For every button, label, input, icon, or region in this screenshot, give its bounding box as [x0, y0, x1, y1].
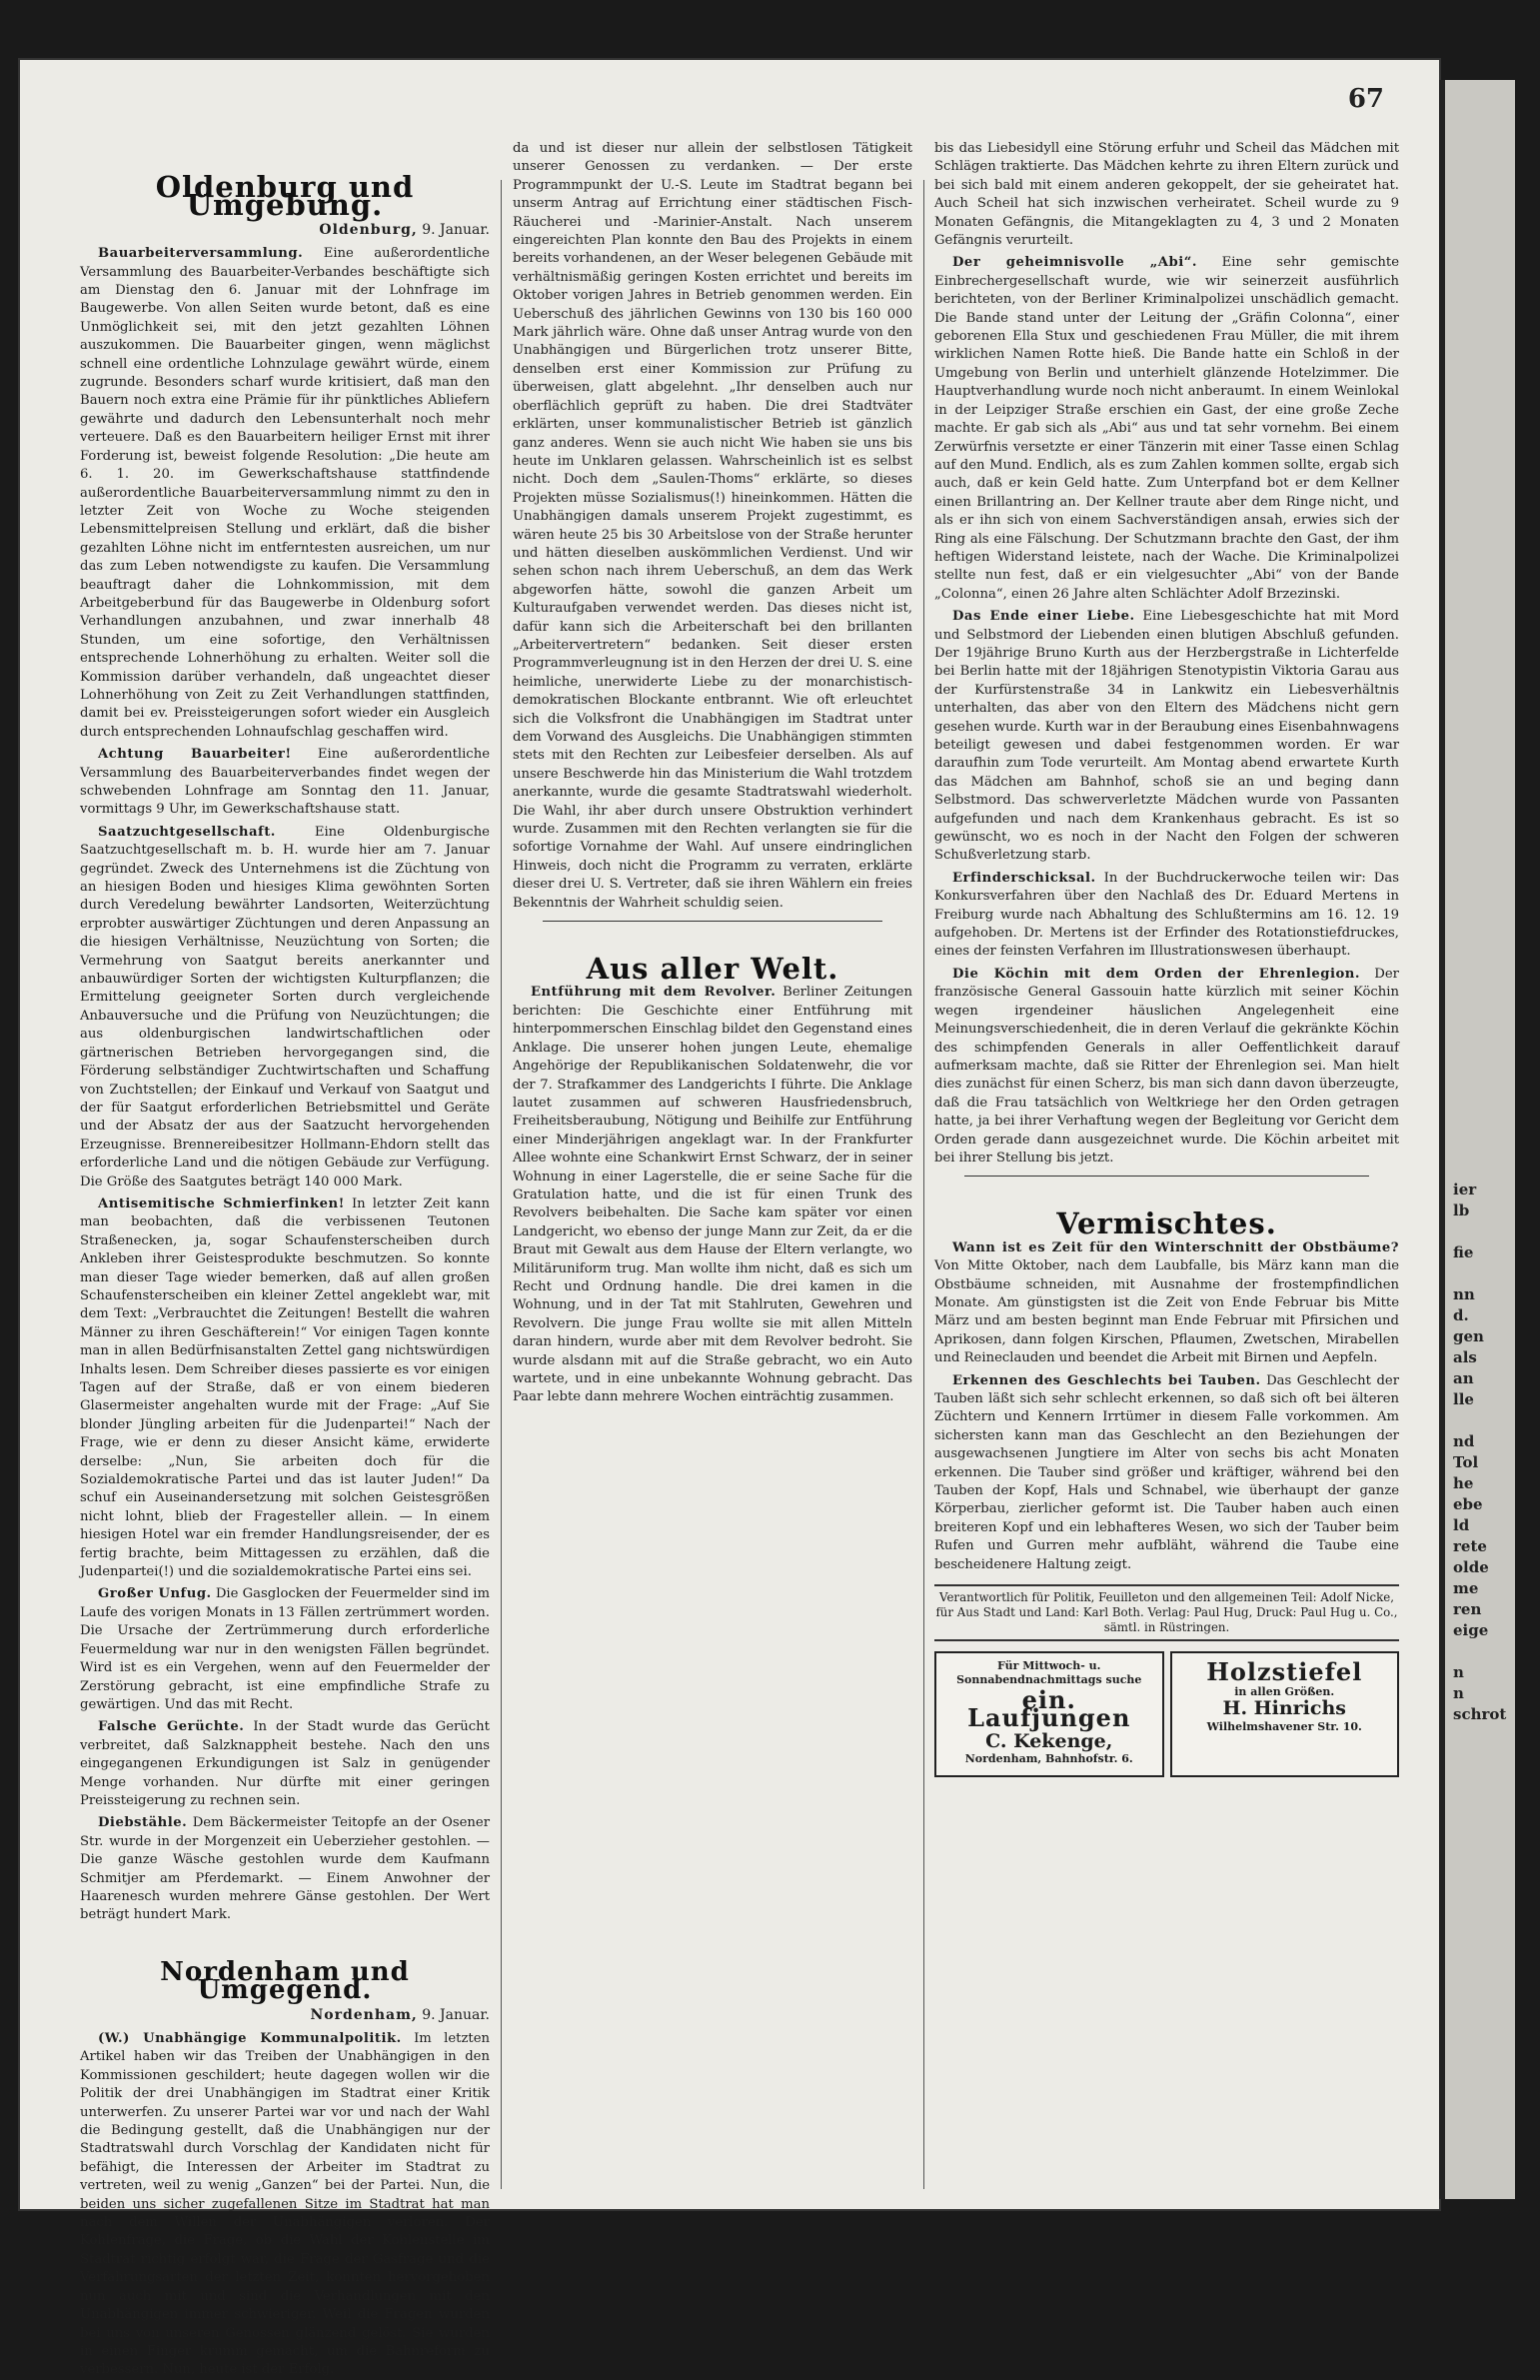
article-head: Der geheimnisvolle „Abi“. — [952, 255, 1197, 271]
article: Wann ist es Zeit für den Winterschnitt der Obstbäume? Von Mitte Oktober, nach dem Laubfalle, bis März kann man die Obstbäume schneiden, mit Ausnahme der frostempfindlichen Monate. Am günstigsten ist die Zeit von Ende Februar bis Mitte März und am besten beginnt man Ende Februar mit Pfirsichen und Aprikosen, dann folgen Kirschen, Pflaumen, Zwetschen, Mirabellen und Reineclauden und beendet die Arbeit mit Birnen und Aepfeln. — [934, 1239, 1399, 1366]
article-head: Achtung Bauarbeiter! — [98, 747, 292, 763]
article: Entführung mit dem Revolver. Berliner Zeitungen berichten: Die Geschichte einer Entführung mit hinterpommerschen Einschlag bildet den Gegenstand eines Anklage. Die unserer hohen jungen Leute, ehemalige Angehörige der Republikanischen Soldatenwehr, die vor der 7. Strafkammer des Landgerichts I führte. Die Anklage lautet zusammen auf schweren Hausfriedensbruch, Freiheitsberaubung, Nötigung und Beihilfe zur Entführung einer Minderjährigen angeklagt war. In der Frankfurter Allee wohnte eine Schankwirt Ernst Schwarz, der in seiner Wohnung in einer Lagerstelle, die er seine Sache für die Gratulation hatte, und die ist für einen Trunk des Revolvers beibehalten. Die Sache kam später vor einen Landgericht, wo ebenso der junge Mann zur Zeit, da er die Braut mit Gewalt aus dem Hause der Eltern verlangte, wo Militäruniform trug. Man wollte ihm nicht, daß es sich um Recht und Ordnung handle. Die drei kamen in die Wohnung, und in der Tat mit Stahlruten, Gewehren und Revolvern. Die junge Frau wollte sie mit allen Mitteln daran hindern, wurde aber mit dem Revolver bedroht. Sie wurde alsdann mit auf die Straße gebracht, wo ein Auto wartete, und in eine unbekannte Wohnung gebracht. Das Paar lebte dann mehrere Wochen einträchtig zusammen. — [513, 985, 912, 1405]
article: Bauarbeiterversammlung. Eine außerordentliche Versammlung des Bauarbeiter-Verbandes beschäftigte sich am Dienstag den 6. Januar mit der Lohnfrage im Baugewerbe. Von allen Seiten wurde betont, daß es eine Unmöglichkeit sei, mit den jetzt gezahlten Löhnen auszukommen. Die Bauarbeiter gingen, wenn mäglichst schnell eine ordentliche Lohnzulage gewährt würde, einem zugrunde. Besonders scharf wurde kritisiert, daß man den Bauern noch extra eine Prämie für ihr pünktliches Abliefern gewährte und dadurch den Lebensunterhalt noch mehr verteuere. Daß es den Bauarbeitern heiliger Ernst mit ihrer Forderung ist, beweist folgende Resolution: „Die heute am 6. 1. 20. im Gewerkschaftshause stattfindende außerordentliche Bauarbeiterversammlung nimmt zu den in letzter Zeit von Woche zu Woche steigenden Lebensmittelpreisen Stellung und erklärt, daß die bisher gezahlten Löhne nicht im entferntesten ausreichen, um nur das zum Leben notwendigste zu kaufen. Die Versammlung beauftragt daher die Lohnkommission, mit dem Arbeitgeberbund für das Baugewerbe in Oldenburg sofort Verhandlungen anzubahnen, und zwar innerhalb 48 Stunden, um eine sofortige, den Verhältnissen entsprechende Lohnerhöhung zu erhalten. Weiter soll die Kommission darüber verhandeln, daß ungeachtet dieser Lohnerhöhung von Zeit zu Zeit Verhandlungen stattfinden, damit bei ev. Preissteigerungen sofort wieder ein Ausgleich durch entsprechenden Lohnaufschlag geschaffen wird. — [80, 246, 490, 740]
article: Der geheimnisvolle „Abi“. Eine sehr gemischte Einbrechergesellschaft wurde, wie wir seinerzeit ausführlich berichteten, von der Berliner Kriminalpolizei unschädlich gemacht. Die Bande stand unter der Leitung der „Gräfin Colonna“, einer geborenen Ella Stux und geschiedenen Frau Müller, die mit ihrem wirklichen Namen Rotte hieß. Die Bande hatte ein Schloß in der Umgebung von Berlin und unterhielt glänzende Hotelzimmer. Die Hauptverhandlung wurde noch nicht anberaumt. In einem Weinlokal in der Leipziger Straße erschien ein Gast, der eine große Zeche machte. Er gab sich als „Abi“ aus und tat sehr vornehm. Bei einem Zerwürfnis versetzte er einer Tänzerin mit einer Tasse einen Schlag auf den Mund. Endlich, als es zum Zahlen kommen sollte, ergab sich auch, daß er kein Geld hatte. Zum Unterpfand bot er dem Kellner einen Brillantring an. Der Kellner traute aber dem Ringe nicht, und als er ihn sich von einem Sachverständigen ansah, erwies sich der Ring als eine Fälschung. Der Schutzmann brachte den Gast, der ihm heftigen Widerstand leistete, nach der Wache. Die Kriminalpolizei stellte nun fest, daß er ein vielgesuchter „Abi“ von der Bande „Colonna“, einen 26 Jahre alten Schlächter Adolf Brzezinski. — [934, 255, 1399, 602]
section-heading: Nordenham und Umgegend. — [160, 1956, 410, 2006]
article-head: Falsche Gerüchte. — [98, 1719, 245, 1735]
article-head: Erfinderschicksal. — [952, 870, 1096, 886]
section-heading: Vermischtes. — [1056, 1206, 1277, 1241]
article-head: Entführung mit dem Revolver. — [531, 985, 776, 1001]
article: Erkennen des Geschlechts bei Tauben. Das Geschlecht der Tauben läßt sich sehr schlecht erkennen, so daß sich oft bei älteren Züchtern und Kennern Irrtümer in diesem Falle vorkommen. Am sichersten kann man das Geschlecht an den Beziehungen der ausgewachsenen Jungtiere im Alter von sechs bis acht Monaten erkennen. Die Tauber sind größer und kräftiger, während bei den Tauben der Kopf, Hals und Schnabel, wie überhaupt der ganze Körperbau, zierlicher geformt ist. Die Tauber haben auch einen breiteren Kopf und ein lebhafteres Wesen, wo sich der Tauber beim Rufen und Gurren mehr aufbläht, während die Taube eine bescheidenere Haltung zeigt. — [934, 1372, 1400, 1572]
article: Die Köchin mit dem Orden der Ehrenlegion. Der französische General Gassouin hatte kürzlich mit seiner Köchin wegen irgendeiner häuslichen Angelegenheit eine Meinungsverschiedenheit, die in deren Verlauf die gekränkte Köchin des schimpfenden Generals in aller Oeffentlichkeit darauf aufmerksam machte, daß sie Ritter der Ehrenlegion sei. Man hielt dies zunächst für einen Scherz, bis man sich dann davon überzeugte, daß die Frau tatsächlich von Weltkriege her den Orden getragen hatte, ja bei ihrer Verhaftung wegen der Begleitung vor Gericht dem Orden gerade dann ausgezeichnet wurde. Die Köchin arbeitet mit bei ihrer Stellung bis jetzt. — [934, 966, 1399, 1166]
adjacent-page-text: ier lb fie nn d. gen als an lle nd Tol he ebe ld rete olde me ren eige n n schrot — [1453, 1181, 1507, 1723]
article-head: Saatzuchtgesellschaft. — [98, 824, 276, 840]
article-head: Die Köchin mit dem Orden der Ehrenlegion. — [952, 966, 1360, 982]
column-1 — [80, 140, 490, 2378]
article-head: Wann ist es Zeit für den Winterschnitt der Obstbäume? — [952, 1239, 1399, 1255]
column-rule — [923, 180, 924, 2189]
article: Falsche Gerüchte. In der Stadt wurde das Gerücht verbreitet, daß Salzknappheit bestehe. Nach den uns eingegangenen Erkundigungen ist Salz in genügender Menge vorhanden. Nur dürfte mit einer geringen Preissteigerung zu rechnen sein. — [80, 1719, 490, 1808]
article-head: Bauarbeiterversammlung. — [98, 246, 304, 262]
article-head: Das Ende einer Liebe. — [952, 609, 1135, 625]
article: Großer Unfug. Die Gasglocken der Feuermelder sind im Laufe des vorigen Monats in 13 Fällen zertrümmert worden. Die Ursache der Zertrümmerung durch erforderliche Feuermeldung war nur in den wenigsten Fällen begründet. Wird ist es ein Vergehen, wenn auf den Feuermelder der Zerstörung gebracht, ist eine empfindliche Strafe zu gewärtigen. Und das mit Recht. — [80, 1586, 490, 1712]
article: Das Ende einer Liebe. Eine Liebesgeschichte hat mit Mord und Selbstmord der Liebenden einen blutigen Abschluß gefunden. Der 19jährige Bruno Kurth aus der Herzbergstraße in Lichterfelde bei Berlin hatte mit der 18jährigen Stenotypistin Viktoria Garau aus der Kurfürstenstraße 34 in Lankwitz ein Liebesverhältnis unterhalten, das aber von den Eltern des Mädchens nicht gern gesehen wurde. Kurth war in der Beraubung eines Eisenbahnwagens beteiligt gewesen und dabei festgenommen worden. Er war daraufhin zum Tode verurteilt. Am Montag abend erwartete Kurth das Mädchen am Bahnhof, schoß sie an und beging dann Selbstmord. Das schwerverletzte Mädchen wurde von Passanten aufgefunden und nach dem Krankenhaus gebracht. Es ist so gewünscht, wo es noch in der Nacht den Folgen der schweren Schußverletzung starb. — [934, 609, 1399, 864]
imprint: Verantwortlich für Politik, Feuilleton und den allgemeinen Teil: Adolf Nicke, für Aus Stadt und Land: Karl Both. Verlag: Paul Hug, Druck: Paul Hug u. Co., sämtl. in Rüstringen. — [934, 1584, 1399, 1641]
article-head: Diebstähle. — [98, 1815, 188, 1831]
section-heading: Aus aller Welt. — [586, 952, 839, 987]
column-2 — [513, 140, 912, 2199]
article-head: Antisemitische Schmierfinken! — [98, 1195, 345, 1211]
article: (W.) Unabhängige Kommunalpolitik. Im letzten Artikel haben wir das Treiben der Unabhängigen in den Kommissionen geschildert; heute dagegen wollen wir die Politik der drei Unabhängigen im Stadtrat einer Kritik unterwerfen. Zu unserer Partei war vor und nach der Wahl die Bedingung gestellt, daß die Unabhängigen nur der Stadtratswahl durch Vorschlag der Kandidaten nicht für befähigt, die Interessen der Arbeiter im Stadtrat zu vertreten, weil zu wenig „Ganzen“ bei der Partei. Nun, die beiden uns sicher zugefallenen Sitze im Stadtrat hat man nach dem Willen der Unabhängigen verloren. Der Kohlenfrage, die Frage, ob die Wahl der Kohlenstelle im Stadtrat richtig erfolgt war, die Frage der Gasfrage und die Verfahrungsarten der letzten Zeit, konnten hervorgehoben nun auch mit und sind die Verhandlungen mit den Unabhängigen immer schwieriger. Weil die Fragen wurden bei uns von unseren Genossen glänzend gelöst. Sie wurden in einen Finger krumm gemacht, um die Bahnreform zu verbessern. Nun, heute ist der Erfolg. — [80, 2031, 490, 2378]
article: Diebstähle. Dem Bäckermeister Teitopfe an der Osener Str. wurde in der Morgenzeit ein Ueberzieher gestohlen. — Die ganze Wäsche gestohlen wurde dem Kaufmann Schmitjer am Pferdemarkt. — Einem Anwohner der Haarenesch wurden mehrere Gänse gestohlen. Der Wert beträgt hundert Mark. — [80, 1815, 490, 1923]
dateline: Oldenburg, 9. Januar. — [319, 221, 490, 238]
ad-laufjungen: Für Mittwoch- u. Sonnabendnachmittags suche ein. Laufjungen C. Kekenge, Nordenham, Bahnhofstr. 6. — [934, 1651, 1164, 1777]
ad-holzstiefel: Holzstiefel in allen Größen. H. Hinrichs Wilhelmshavener Str. 10. — [1170, 1651, 1400, 1777]
article-head: Erkennen des Geschlechts bei Tauben. — [952, 1372, 1261, 1388]
adjacent-page-edge — [1439, 80, 1515, 2199]
article: Erfinderschicksal. In der Buchdruckerwoche teilen wir: Das Konkursverfahren über den Nachlaß des Dr. Eduard Mertens in Freiburg wurde nach Abhaltung des Schlußtermins am 16. 12. 19 aufgehoben. Dr. Mertens ist der Erfinder des Rotationstiefdruckes, eines der feinsten Verfahren im Illustrationswesen überhaupt. — [934, 870, 1399, 960]
article: da und ist dieser nur allein der selbstlosen Tätigkeit unserer Genossen zu verdanken. — Der erste Programmpunkt der U.-S. Leute im Stadtrat begann bei unserm Antrag auf Errichtung einer städtischen Fisch-Räucherei und -Marinier-Anstalt. Nach unserem eingereichten Plan konnte den Bau des Projekts in einem bereits vorhandenen, an der Weser belegenen Gebäude mit verhältnismäßig geringen Kosten errichtet und bereits im Oktober vorigen Jahres in Betrieb genommen werden. Ein Ueberschuß des jährlichen Gewinns von 130 bis 160 000 Mark jährlich wäre. Ohne daß unser Antrag wurde von den Unabhängigen und Bürgerlichen trotz unserer Bitte, denselben erst einer Kommission zur Prüfung zu überweisen, glatt abgelehnt. „Ihr denselben auch nur oberflächlich geprüft zu haben. Die drei Stadtväter erklärten, unser kommunalistischer Betrieb ist gänzlich ganz anderes. Wenn sie auch nicht Wie haben sie uns bis heute im Unklaren gelassen. Wahrscheinlich ist es selbst nicht. Doch dem „Saulen-Thoms“ erklärte, so dieses Projekten müsse Sozialismus(!) hineinkommen. Hätten die Unabhängigen damals unserem Projekt zugestimmt, es wären heute 25 bis 30 Arbeitslose von der Straße herunter und hätten dieselben auskömmlichen Verdienst. Und wir sehen schon nach ihrem Ueberschuß, an dem das Werk abgeworfen hätte, sowohl die ganzen Arbeit um Kulturaufgaben verwendet werden. Das dieses nicht ist, dafür kann sich die Arbeiterschaft bei den brillanten „Arbeitervertretern“ bedanken. Seit dieser ersten Programmverleugnung ist in den Herzen der drei U. S. eine heimliche, unerwiderte Liebe zu der monarchistisch-demokratischen Blockante entbrannt. Wie oft erleuchtet sich die Volksfront die Unabhängigen im Stadtrat unter dem Vorwand des Ausgleichs. Die Unabhängigen stimmten stets mit den Rechten zur Leibesfeier derselben. Als auf unsere Beschwerde hin das Ministerium die Wahl trotzdem anerkannte, wurde die gesamte Stadtratswahl wiederholt. Die Wahl, ihr aber durch unsere Obstruktion verhindert wurde. Zusammen mit den Rechten verlangten sie für die sofortige Vornahme der Wahl. Auf unsere eindringlichen Hinweis, doch nicht die Programm zu verraten, erklärte dieser drei U. S. Vertreter, daß sie ihren Wählern ein freies Bekenntnis der Wahrheit schuldig seien. — [513, 141, 912, 911]
dateline: Nordenham, 9. Januar. — [310, 2006, 490, 2023]
divider — [964, 1176, 1369, 1177]
column-rule — [501, 180, 502, 2189]
divider — [543, 921, 882, 922]
article: bis das Liebesidyll eine Störung erfuhr und Scheil das Mädchen mit Schlägen traktierte. Das Mädchen kehrte zu ihren Eltern zurück und bei sich bald mit einem anderen gekoppelt, der sie geheiratet hat. Auch Scheil hat sich inzwischen verheiratet. Scheil wurde zu 9 Monaten Gefängnis, die Mitangeklagten zu 4, 3 und 2 Monaten Gefängnis verurteilt. — [934, 141, 1399, 249]
newspaper-page — [20, 60, 1439, 2378]
advertisements — [934, 1651, 1399, 1777]
article: Achtung Bauarbeiter! Eine außerordentliche Versammlung des Bauarbeiterverbandes findet wegen der schwebenden Lohnfrage am Sonntag den 11. Januar, vormittags 9 Uhr, im Gewerkschaftshause statt. — [80, 747, 490, 818]
article: Saatzuchtgesellschaft. Eine Oldenburgische Saatzuchtgesellschaft m. b. H. wurde hier am 7. Januar gegründet. Zweck des Unternehmens ist die Züchtung von an hiesigen Boden und hiesiges Klima gewöhnten Sorten durch Veredelung bewährter Landsorten, Weiterzüchtung erprobter auswärtiger Züchtungen und deren Anpassung an die hiesigen Verhältnisse, Neuzüchtung von Sorten; die Vermehrung von Saatgut bereits anerkannter und anbauwürdiger Sorten der wichtigsten Kulturpflanzen; die Ermittelung geeigneter Sorten durch vergleichende Anbauversuche und die Prüfung von Neuzüchtungen; die aus oldenburgischen landwirtschaftlichen oder gärtnerischen Betrieben hervorgegangen sind, die Förderung selbständiger Zuchtwirtschaften und Schaffung von Zuchtstellen; der Einkauf und Verkauf von Saatgut und der für Saatgut erforderlichen Betriebsmittel und Geräte und der Absatz der aus der Saatzucht hervorgehenden Erzeugnisse. Brennereibesitzer Hollmann-Ehdorn stellt das erforderliche Land und die nötigen Gebäude zur Verfügung. Die Größe des Saatgutes beträgt 140 000 Mark. — [80, 824, 490, 1190]
column-3 — [934, 140, 1399, 2199]
article-head: (W.) Unabhängige Kommunalpolitik. — [98, 2031, 402, 2046]
article: Antisemitische Schmierfinken! In letzter Zeit kann man beobachten, daß die verbissenen Teutonen Straßenecken, ja, sogar Schaufensterscheiben durch Ankleben ihrer Geistesprodukte beschmutzen. So konnte man dieser Tage wieder bemerken, daß auf allen großen Schaufensterscheiben ein kleiner Zettel angeklebt war, mit dem Text: „Verbrauchtet die Zeitungen! Bestellt die wahren Männer zu ihren Geschäfterein!“ Vor einigen Tagen konnte man in allen Bedürfnisanstalten Zettel gang nichtswürdigen Inhalts lesen. Dem Schreiber dieses passierte es vor einigen Tagen auf der Straße, daß er von einem biederen Glasermeister angehalten wurde mit der Frage: „Auf Sie blonder Jüngling arbeiten für die Judenpartei!“ Nach der Frage, wie er denn zu dieser Ansicht käme, erwiderte derselbe: „Nun, Sie arbeiten doch für die Sozialdemokratische Partei und das ist lauter Juden!“ Da schuf ein Auseinandersetzung mit solchen Geistesgrößen nicht lohnt, blieb der Fragesteller allein. — In einem hiesigen Hotel war ein fremder Handlungsreisender, der es fertig brachte, beim Mittagessen zu erzählen, daß die Judenpartei(!) und die sozialdemokratische Partei eins sei. — [80, 1195, 490, 1580]
section-heading: Oldenburg und Umgebung. — [155, 170, 415, 223]
article-head: Großer Unfug. — [98, 1586, 212, 1602]
page-number: 67 — [1347, 84, 1384, 114]
